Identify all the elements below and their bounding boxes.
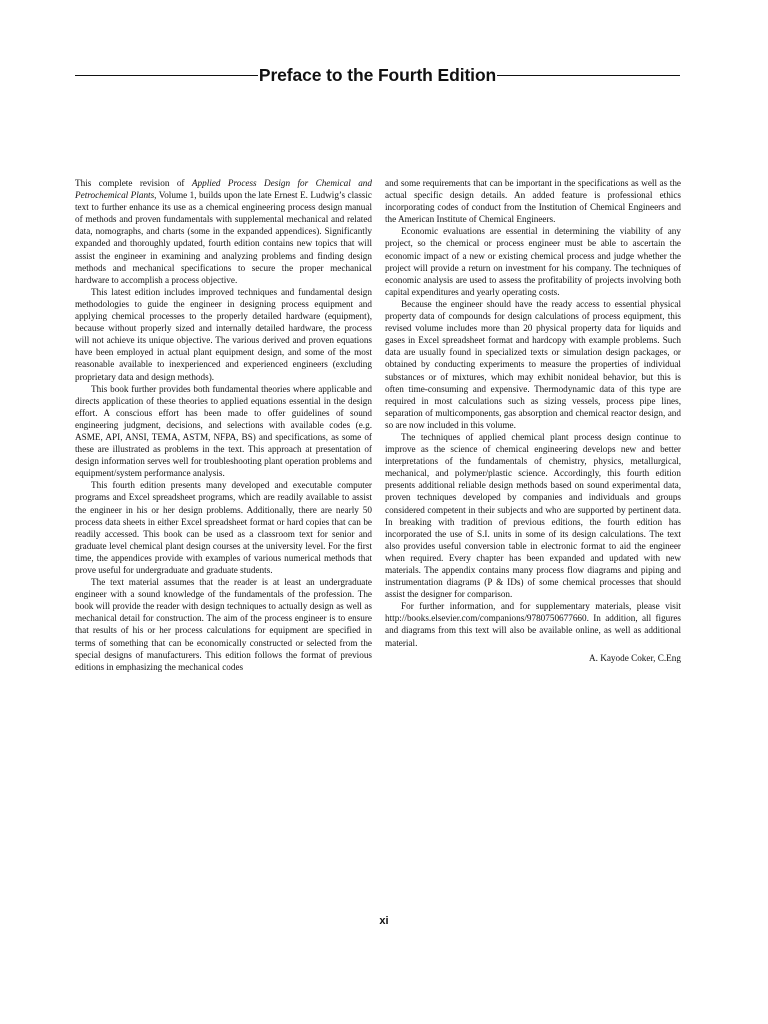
paragraph: This book further provides both fundamental theories where applicable and directs application of these theories to applied equations essential in the design effort. A conscious effort has been made to offer guidelines of sound engineering judgment, decisions, and selections with available codes (e.g. ASME, API, ANSI, TEMA, ASTM, NFPA, BS) and specifications, as some of these are illustrated as problems in the text. This approach at presentation of design information serves well for troubleshooting plant operation problems and equipment/system performance analysis. — [75, 383, 372, 479]
left-column — [75, 177, 372, 673]
paragraph: Because the engineer should have the ready access to essential physical property data of compounds for design calculations of process equipment, this revised volume includes more than 20 physical property data for liquids and gases in Excel spreadsheet format and hardcopy with example problems. Such data are usually found in specialized texts or simulation design packages, or obtained by conducting experiments to measure the properties of individual substances or of mixtures, which may exhibit nonideal behavior, but this is often time-consuming and expensive. Thermodynamic data of this type are required in most calculations such as sizing vessels, process pipe lines, separation of multicomponents, gas absorption and chemical reactor design, and so are now included in this volume. — [385, 298, 681, 430]
right-column — [385, 177, 681, 664]
title-rule-left — [75, 75, 258, 76]
paragraph-text: This complete revision of — [75, 178, 192, 188]
paragraph: Economic evaluations are essential in determining the viability of any project, so the chemical or process engineer must be able to ascertain the economic impact of a new or existing chemical process and judge whether the project will provide a return on investment for his company. The techniques of economic analysis are used to assess the profitability of projects involving both capital expenditures and yearly operating costs. — [385, 226, 681, 297]
paragraph: The techniques of applied chemical plant process design continue to improve as the science of chemical engineering develops new and better interpretations of the fundamentals of chemistry, physics, metallurgical, mechanical, and polymer/plastic science. Accordingly, this fourth edition presents additional reliable design methods based on sound experimental data, proven techniques developed by companies and individuals and groups considered competent in their subjects and who are supported by pertinent data. In breaking with tradition of previous editions, the fourth edition has incorporated the use of S.I. units in some of its design calculations. The text also provides useful conversion table in electronic format to aid the engineer when required. Every chapter has been expanded and updated with new materials. The appendix contains many process flow diagrams and piping and instrumentation diagrams (P & IDs) of some chemical processes that should assist the designer for comparison. — [385, 431, 681, 600]
paragraph: The text material assumes that the reader is at least an undergraduate engineer with a sound knowledge of the fundamentals of the profession. The book will provide the reader with design techniques to actually design as well as mechanical detail for construction. The aim of the process engineer is to ensure that results of his or her process calculations for equipment are specified in terms of something that can be economically constructed or selected from the special designs of manufacturers. This edition follows the format of previous editions in emphasizing the mechanical codes — [75, 577, 372, 672]
author-signature: A. Kayode Coker, C.Eng — [588, 652, 681, 663]
paragraph: This fourth edition presents many developed and executable computer programs and Excel spreadsheet programs, which are readily available to assist the engineer in his or her design problems. Additionally, there are nearly 50 process data sheets in either Excel spreadsheet format or hard copies that can be readily accessed. This book can be used as a classroom text for senior and graduate level chemical plant design courses at the university level. For the first time, the appendices provide with examples of various numerical methods that prove useful for undergraduate and graduate students. — [75, 480, 372, 575]
page-title: Preface to the Fourth Edition — [258, 64, 497, 85]
paragraph — [75, 177, 372, 286]
book-title: Applied Process Design for Chemical and Petrochemical Plants — [75, 178, 372, 201]
paragraph: For further information, and for supplementary materials, please visit http://books.elsevier.com/companions/9780750677660. In addition, all figures and diagrams from this text will also be available online, as well as additional material. — [385, 601, 681, 648]
paragraph: and some requirements that can be important in the specifications as well as the actual specific design details. An added feature is professional ethics incorporating codes of conduct from the Institution of Chemical Engineers and the American Institute of Chemical Engineers. — [385, 178, 681, 225]
paragraph: This latest edition includes improved techniques and fundamental design methodologies to guide the engineer in designing process equipment and applying chemical processes to the properly detailed hardware (equipment), because without properly sized and internally detailed hardware, the process will not achieve its unique objective. The various derived and proven equations have been employed in actual plant equipment design, and some of the most reasonable available to inexperienced and experienced engineers (excluding proprietary data and design methods). — [75, 286, 372, 382]
title-rule-right — [497, 75, 680, 76]
paragraph-text: , Volume 1, builds upon the late Ernest E. Ludwig’s classic text to further enhance its use as a chemical engineering process design manual of methods and proven fundamentals with supplemental mechanical and related data, nomographs, and charts (some in the expanded appendices). Significantly expanded and thoroughly updated, fourth edition contains new topics that will assist the engineer in examining and analyzing problems and finding design methods and mechanical specifications to secure the proper mechanical hardware to accomplish a process objective. — [75, 190, 372, 285]
title-row — [75, 62, 680, 88]
page-number: xi — [379, 915, 389, 927]
